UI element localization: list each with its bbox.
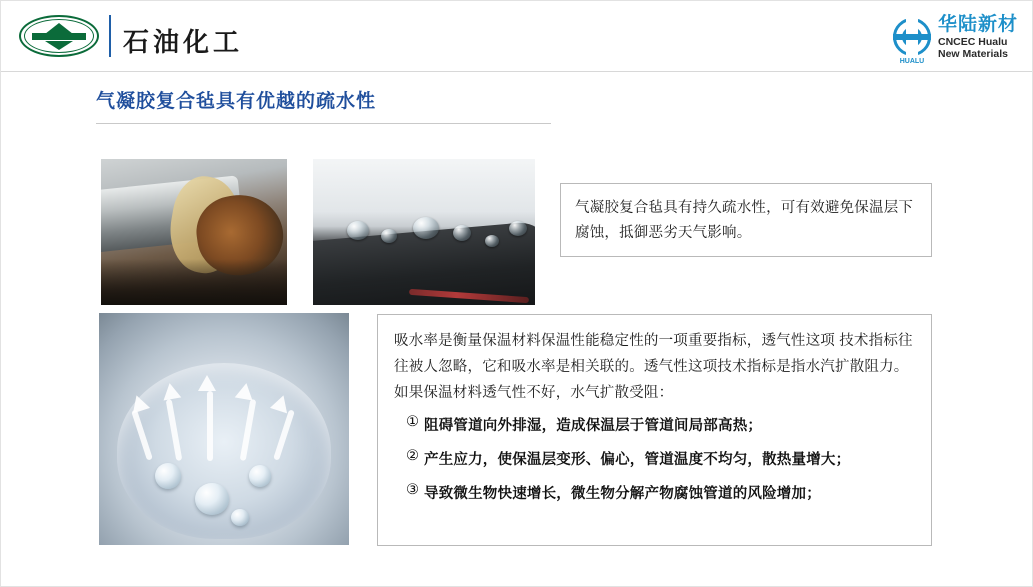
hualu-name-en-line2: New Materials <box>937 47 1009 60</box>
page-title: 气凝胶复合毡具有优越的疏水性 <box>96 91 377 112</box>
hualu-text-block <box>938 14 1018 60</box>
water-droplet <box>347 221 369 240</box>
callout-text: 气凝胶复合毡具有持久疏水性，可有效避免保温层下腐蚀，抵御恶劣天气影响。 <box>575 200 914 242</box>
bullet-number: ① <box>406 414 420 431</box>
photo-shadow <box>101 259 287 305</box>
water-droplet <box>485 235 499 247</box>
water-droplet <box>381 229 397 243</box>
water-droplet <box>231 509 249 526</box>
hualu-name-cn: 华陆新材 <box>937 14 1018 36</box>
hualu-logo <box>893 14 1018 65</box>
water-droplet <box>453 225 471 241</box>
list-item <box>394 448 915 469</box>
list-item <box>394 482 915 503</box>
company-title: 石油化工 <box>123 27 244 57</box>
bullet-number: ③ <box>406 482 420 499</box>
bullet-text: 产生应力，使保温层变形、偏心，管道温度不均匀，散热量增大； <box>424 452 851 469</box>
cncec-logo <box>19 15 99 57</box>
list-item <box>394 414 915 435</box>
title-underline <box>96 123 551 124</box>
bullet-text: 导致微生物快速增长，微生物分解产物腐蚀管道的风险增加； <box>424 486 821 503</box>
hualu-mark-icon <box>893 18 931 65</box>
water-droplet <box>509 221 527 236</box>
slide-header <box>1 1 1033 71</box>
water-droplet <box>413 217 439 239</box>
hualu-name-en-line1: CNCEC Hualu <box>937 35 1008 48</box>
bullet-text: 阻碍管道向外排湿，造成保温层于管道间局部高热； <box>424 418 763 435</box>
main-text-box <box>377 314 932 546</box>
bullet-list <box>394 414 915 503</box>
vapor-arrow-head <box>198 375 216 391</box>
water-droplet <box>249 465 271 487</box>
vapor-arrow-head <box>235 382 256 401</box>
cncec-logo-bar <box>32 33 86 40</box>
callout-box <box>560 183 932 257</box>
hualu-mark-label: HUALU <box>899 58 925 65</box>
vapor-arrow-stem <box>207 391 213 461</box>
hualu-bar <box>893 34 931 40</box>
corroded-pipe-photo <box>101 159 287 305</box>
cncec-logo-triangle-bottom <box>45 41 73 50</box>
vapor-arrow-head <box>161 382 182 401</box>
vapor-permeability-illustration <box>99 313 349 545</box>
header-rule <box>1 71 1033 72</box>
main-paragraph: 吸水率是衡量保温材料保温性能稳定性的一项重要指标，透气性这项 技术指标往往被人忽略，它和吸水率是相关联的。透气性这项技术指标是指水汽扩散阻力。如果保温材料透气性不好，水气扩散受阻： <box>394 333 913 401</box>
water-droplets-on-felt-photo <box>313 159 535 305</box>
header-divider <box>109 15 111 57</box>
water-droplet <box>195 483 229 515</box>
bullet-number: ② <box>406 448 420 465</box>
water-droplet <box>155 463 181 489</box>
